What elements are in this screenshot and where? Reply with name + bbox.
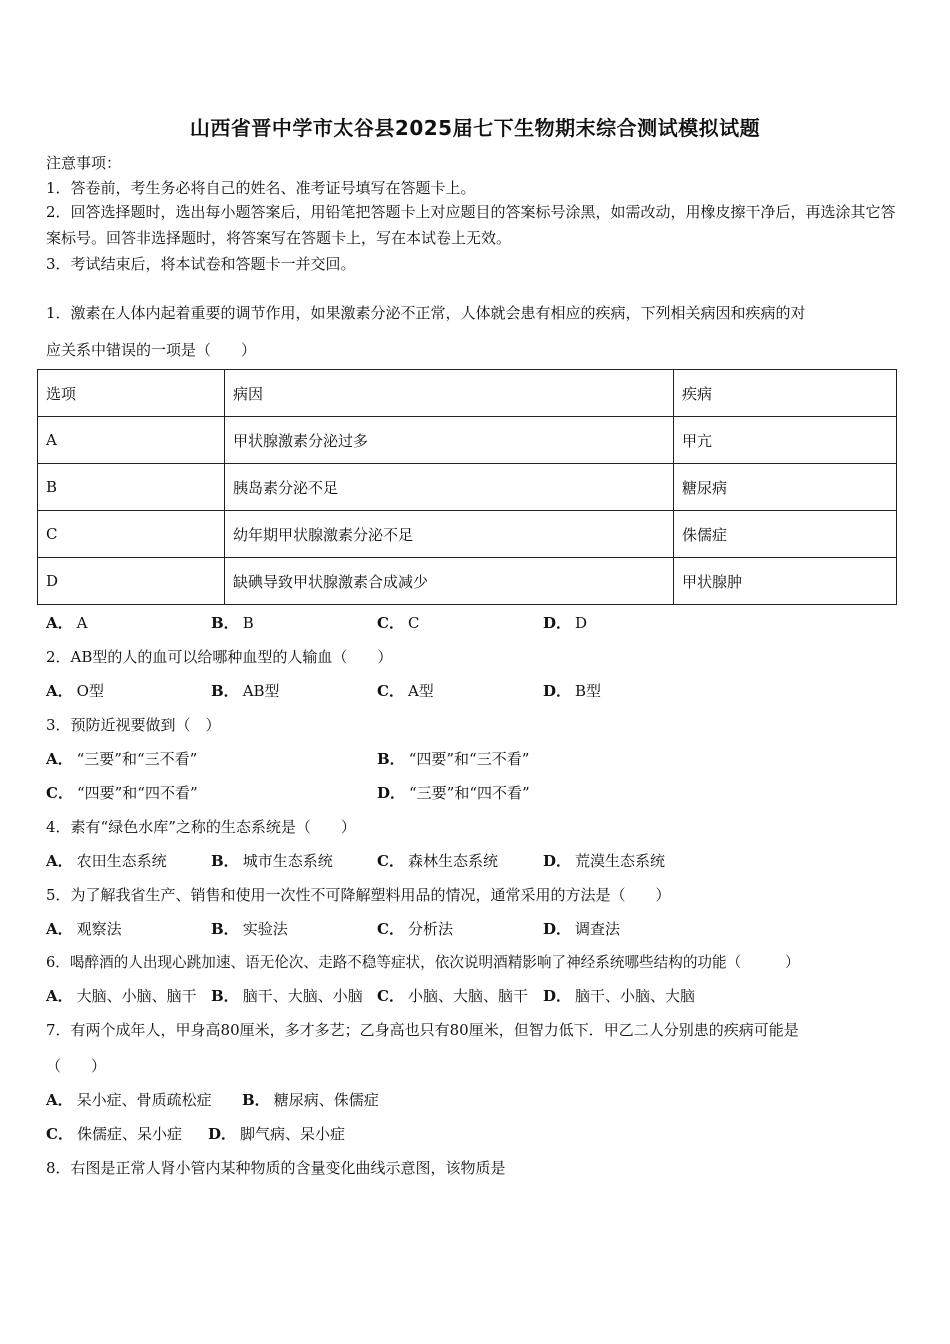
option-text: 森林生态系统 [407, 852, 498, 870]
q5-option-b[interactable] [211, 918, 288, 939]
option-letter: A． [46, 987, 73, 1005]
q8-stem: 8．右图是正常人肾小管内某种物质的含量变化曲线示意图，该物质是 [46, 1159, 506, 1177]
option-letter: B． [211, 682, 239, 700]
q1-option-d[interactable] [543, 612, 587, 633]
option-letter: A． [46, 682, 73, 700]
option-text: 小脑、大脑、脑干 [407, 987, 528, 1005]
option-text: “四要”和“四不看” [76, 784, 198, 802]
option-text: 大脑、小脑、脑干 [76, 987, 197, 1005]
option-letter: A． [46, 1091, 73, 1109]
option-letter: B． [211, 614, 239, 632]
q3-stem: 3．预防近视要做到（ ） [46, 716, 221, 734]
option-text: 脚气病、呆小症 [240, 1125, 346, 1143]
option-letter: B． [211, 852, 239, 870]
q1-option-a[interactable] [46, 612, 87, 633]
option-text: A型 [407, 682, 434, 700]
q1-option-b[interactable] [211, 612, 254, 633]
q1-stem-line2: 应关系中错误的一项是（ ） [46, 341, 257, 359]
q6-option-a[interactable] [46, 985, 197, 1006]
option-text: C [407, 614, 420, 632]
q1-stem-line1: 1．激素在人体内起着重要的调节作用，如果激素分泌不正常，人体就会患有相应的疾病，下列相关病因和疾病的对 [46, 304, 806, 322]
option-letter: D． [543, 614, 572, 632]
option-text: B [242, 614, 254, 632]
page-title: 山西省晋中学市太谷县2025届七下生物期末综合测试模拟试题 [189, 116, 761, 140]
q4-stem: 4．素有“绿色水库”之称的生态系统是（ ） [46, 818, 356, 836]
option-text: B型 [575, 682, 602, 700]
q1-table [37, 369, 897, 605]
table-cell: B [38, 464, 225, 511]
q5-option-d[interactable] [543, 918, 620, 939]
table-header-cell: 病因 [225, 370, 674, 417]
option-text: 调查法 [575, 920, 621, 938]
option-letter: C． [377, 682, 404, 700]
option-text: 荒漠生态系统 [575, 852, 666, 870]
option-text: 糖尿病、侏儒症 [273, 1091, 379, 1109]
q5-stem: 5．为了解我省生产、销售和使用一次性不可降解塑料用品的情况，通常采用的方法是（ ） [46, 886, 671, 904]
table-header-cell: 疾病 [674, 370, 897, 417]
table-cell: 糖尿病 [674, 464, 897, 511]
notice-item-2: 2．回答选择题时，选出每小题答案后，用铅笔把答题卡上对应题目的答案标号涂黑，如需改动，用橡皮擦干净后，再选涂其它答案标号。回答非选择题时，将答案写在答题卡上，写在本试卷上无效。 [46, 203, 896, 247]
q2-stem: 2．AB型的人的血可以给哪种血型的人输血（ ） [46, 648, 393, 666]
table-cell: 侏儒症 [674, 511, 897, 558]
option-text: “三要”和“四不看” [409, 784, 530, 802]
option-text: 农田生态系统 [76, 852, 167, 870]
table-cell: 甲亢 [674, 417, 897, 464]
q3-option-c[interactable] [46, 782, 198, 803]
option-text: 侏儒症、呆小症 [76, 1125, 182, 1143]
option-text: D [575, 614, 588, 632]
option-letter: B． [211, 987, 239, 1005]
option-letter: D． [208, 1125, 237, 1143]
option-letter: A． [46, 614, 73, 632]
table-row [38, 511, 897, 558]
option-text: 脑干、小脑、大脑 [575, 987, 696, 1005]
notice-item-3: 3．考试结束后，将本试卷和答题卡一并交回。 [46, 255, 356, 273]
option-letter: B． [211, 920, 239, 938]
option-text: O型 [76, 682, 104, 700]
option-letter: D． [543, 987, 572, 1005]
q2-option-d[interactable] [543, 680, 601, 701]
q4-option-a[interactable] [46, 850, 167, 871]
option-text: 城市生态系统 [242, 852, 333, 870]
option-text: AB型 [242, 682, 280, 700]
q6-option-b[interactable] [211, 985, 363, 1006]
option-text: 脑干、大脑、小脑 [242, 987, 363, 1005]
option-letter: C． [46, 1125, 73, 1143]
table-header-row [38, 370, 897, 417]
option-letter: C． [46, 784, 73, 802]
q2-option-b[interactable] [211, 680, 280, 701]
q7-option-b[interactable] [242, 1089, 379, 1110]
table-cell: D [38, 558, 225, 605]
option-letter: D． [543, 682, 572, 700]
option-text: 分析法 [407, 920, 453, 938]
q5-option-a[interactable] [46, 918, 122, 939]
option-letter: A． [46, 750, 73, 768]
q3-option-d[interactable] [377, 782, 530, 803]
option-letter: C． [377, 987, 404, 1005]
option-letter: A． [46, 852, 73, 870]
option-letter: B． [377, 750, 405, 768]
q1-option-c[interactable] [377, 612, 419, 633]
q2-option-a[interactable] [46, 680, 104, 701]
table-cell: 甲状腺肿 [674, 558, 897, 605]
q2-option-c[interactable] [377, 680, 434, 701]
q7-option-a[interactable] [46, 1089, 212, 1110]
q4-option-c[interactable] [377, 850, 498, 871]
q4-option-d[interactable] [543, 850, 665, 871]
option-text: A [76, 614, 88, 632]
table-row [38, 464, 897, 511]
q6-stem: 6．喝醉酒的人出现心跳加速、语无伦次、走路不稳等症状，依次说明酒精影响了神经系统哪些结构的功能（ ） [46, 954, 800, 971]
q4-option-b[interactable] [211, 850, 333, 871]
option-letter: D． [543, 920, 572, 938]
option-text: “四要”和“三不看” [408, 750, 530, 768]
table-cell: 幼年期甲状腺激素分泌不足 [225, 511, 674, 558]
q7-stem-line2: （ ） [46, 1057, 107, 1075]
option-letter: C． [377, 920, 404, 938]
option-letter: C． [377, 614, 404, 632]
q7-option-d[interactable] [208, 1123, 345, 1144]
option-text: 观察法 [76, 920, 122, 938]
table-row [38, 417, 897, 464]
q7-option-c[interactable] [46, 1123, 182, 1144]
option-letter: C． [377, 852, 404, 870]
table-row [38, 558, 897, 605]
notice-item-1: 1．答卷前，考生务必将自己的姓名、准考证号填写在答题卡上。 [46, 179, 476, 197]
table-cell: 胰岛素分泌不足 [225, 464, 674, 511]
q3-option-a[interactable] [46, 748, 197, 769]
q3-option-b[interactable] [377, 748, 529, 769]
option-letter: A． [46, 920, 73, 938]
table-cell: C [38, 511, 225, 558]
table-cell: 缺碘导致甲状腺激素合成减少 [225, 558, 674, 605]
q6-option-d[interactable] [543, 985, 695, 1006]
option-letter: D． [543, 852, 572, 870]
table-header-cell: 选项 [38, 370, 225, 417]
option-letter: B． [242, 1091, 270, 1109]
option-text: “三要”和“三不看” [76, 750, 198, 768]
option-text: 实验法 [242, 920, 288, 938]
notice-heading: 注意事项： [46, 154, 122, 172]
q5-option-c[interactable] [377, 918, 453, 939]
table-cell: A [38, 417, 225, 464]
option-letter: D． [377, 784, 406, 802]
table-cell: 甲状腺激素分泌过多 [225, 417, 674, 464]
option-text: 呆小症、骨质疏松症 [76, 1091, 212, 1109]
q6-option-c[interactable] [377, 985, 528, 1006]
q7-stem-line1: 7．有两个成年人，甲身高80厘米，多才多艺；乙身高也只有80厘米，但智力低下．甲乙二人分别患的疾病可能是 [46, 1021, 799, 1039]
